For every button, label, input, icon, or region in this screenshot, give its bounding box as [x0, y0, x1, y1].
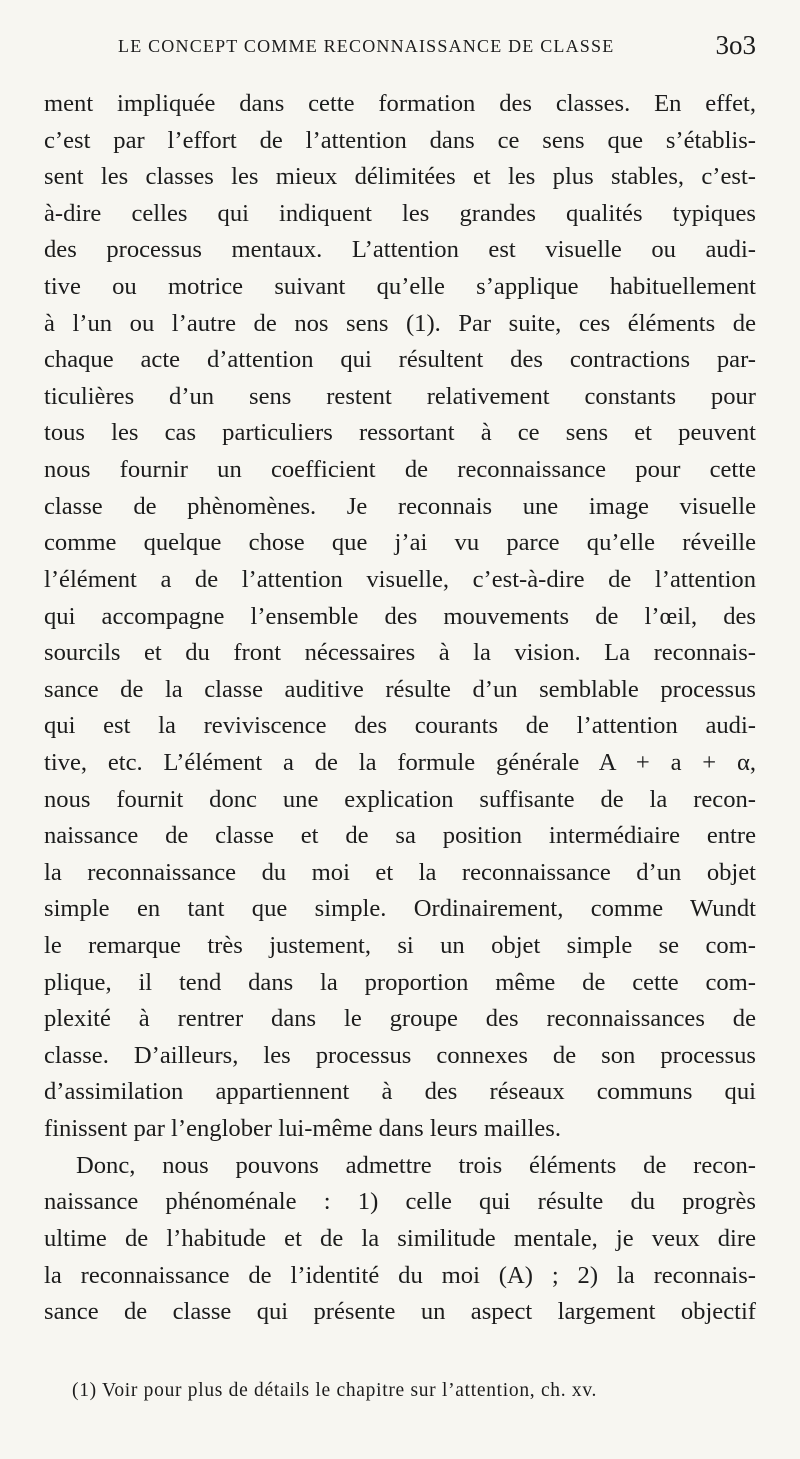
text-line: la reconnaissance de l’identité du moi (A) ; 2) la reconnais- [44, 1261, 756, 1289]
text-line: le remarque très justement, si un objet simple se com- [44, 932, 756, 960]
text-line: ment impliquée dans cette formation des classes. En effet, [44, 90, 756, 117]
text-line: comme quelque chose que j’ai vu parce qu’elle réveille [44, 529, 756, 557]
text-line: classe de phènomènes. Je reconnais une image visuelle [44, 492, 756, 520]
page-number: 3o3 [715, 30, 756, 60]
text-line: la reconnaissance du moi et la reconnaissance d’un objet [44, 858, 756, 886]
text-line: qui est la reviviscence des courants de l’attention audi- [44, 712, 756, 740]
text-line: sent les classes les mieux délimitées et les plus stables, c’est- [44, 163, 756, 191]
text-line: d’assimilation appartiennent à des réseaux communs qui [44, 1078, 756, 1106]
text-line: sourcils et du front nécessaires à la vision. La reconnais- [44, 639, 756, 667]
body-text [44, 86, 756, 1331]
text-line: finissent par l’englober lui-même dans leurs mailles. [44, 1115, 562, 1143]
running-title: LE CONCEPT COMME RECONNAISSANCE DE CLASSE [118, 36, 615, 56]
running-head [44, 30, 756, 70]
text-line: sance de classe qui présente un aspect largement objectif [44, 1298, 756, 1326]
text-line: tive ou motrice suivant qu’elle s’applique habituellement [44, 273, 756, 301]
text-line: à-dire celles qui indiquent les grandes qualités typiques [44, 199, 756, 227]
text-line: à l’un ou l’autre de nos sens (1). Par suite, ces éléments de [44, 309, 756, 337]
text-line: nous fournit donc une explication suffisante de la recon- [44, 785, 756, 813]
text-line: c’est par l’effort de l’attention dans ce sens que s’établis- [44, 126, 756, 154]
text-line: l’élément a de l’attention visuelle, c’est-à-dire de l’attention [44, 565, 756, 593]
text-line: chaque acte d’attention qui résultent des contractions par- [44, 346, 756, 374]
text-line: sance de la classe auditive résulte d’un semblable processus [44, 675, 756, 703]
text-line: plique, il tend dans la proportion même de cette com- [44, 968, 756, 996]
text-line: Donc, nous pouvons admettre trois éléments de recon- [76, 1151, 756, 1179]
text-line: naissance de classe et de sa position intermédiaire entre [44, 822, 756, 850]
text-line: tive, etc. L’élément a de la formule générale A + a + α, [44, 748, 756, 776]
footnote: (1) Voir pour plus de détails le chapitre sur l’attention, ch. xv. [72, 1380, 598, 1401]
text-line: simple en tant que simple. Ordinairement, comme Wundt [44, 895, 756, 923]
text-line: ticulières d’un sens restent relativement constants pour [44, 382, 756, 410]
text-line: ultime de l’habitude et de la similitude mentale, je veux dire [44, 1224, 756, 1252]
text-line: tous les cas particuliers ressortant à ce sens et peuvent [44, 419, 756, 447]
text-line: plexité à rentrer dans le groupe des reconnaissances de [44, 1005, 756, 1033]
text-line: naissance phénoménale : 1) celle qui résulte du progrès [44, 1188, 756, 1216]
text-line: classe. D’ailleurs, les processus connexes de son processus [44, 1041, 756, 1069]
text-line: qui accompagne l’ensemble des mouvements de l’œil, des [44, 602, 756, 630]
text-line: nous fournir un coefficient de reconnaissance pour cette [44, 456, 756, 484]
text-line: des processus mentaux. L’attention est visuelle ou audi- [44, 236, 756, 264]
